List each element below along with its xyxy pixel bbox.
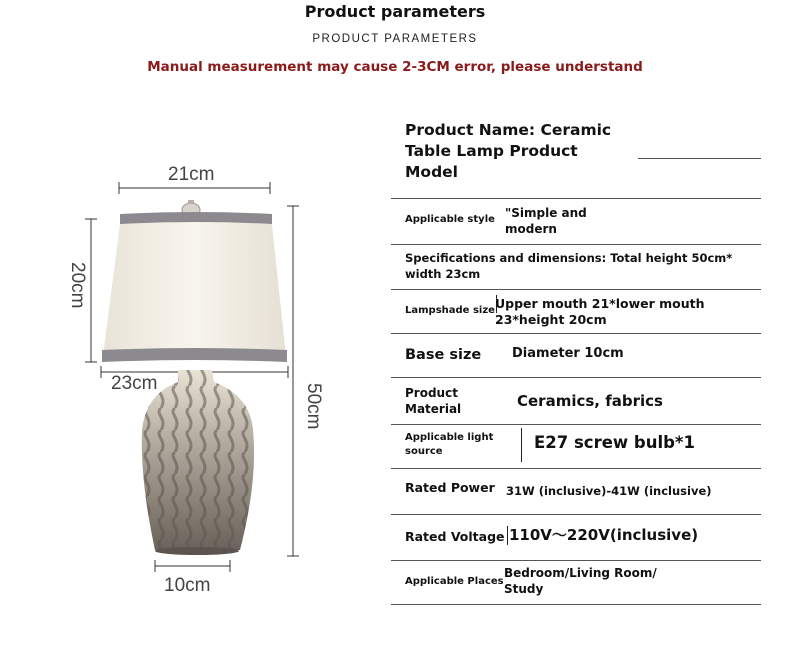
dim-label-base: 10cm	[164, 575, 211, 596]
spec-value-lampshade: Upper mouth 21*lower mouth 23*height 20cm	[495, 296, 705, 327]
spec-label-material: Product Material	[405, 386, 462, 416]
spec-label-places: Applicable Places	[405, 576, 504, 587]
page-subtitle: PRODUCT PARAMETERS	[312, 33, 478, 45]
spec-value-style: "Simple and modern	[505, 206, 587, 236]
spec-value-material: Ceramics, fabrics	[517, 392, 663, 410]
spec-row-places	[391, 561, 761, 605]
dim-label-total-height: 50cm	[303, 383, 324, 430]
spec-row-base	[391, 334, 761, 378]
spec-row-voltage	[391, 515, 761, 561]
spec-value-power: 31W (inclusive)-41W (inclusive)	[506, 484, 712, 498]
dim-line-base	[155, 560, 230, 572]
spec-label-dimensions: Specifications and dimensions: Total height 50cm* width 23cm	[405, 251, 733, 281]
dim-label-shade-bottom: 23cm	[111, 373, 158, 394]
spec-row-product-name	[391, 112, 761, 181]
spec-label-base: Base size	[405, 347, 482, 363]
lamp-vase	[142, 370, 254, 555]
spec-value-places: Bedroom/Living Room/ Study	[504, 566, 657, 596]
dim-label-shade-height: 20cm	[67, 262, 88, 309]
spec-row-power	[391, 469, 761, 515]
spec-label-light-source: Applicable light source	[405, 432, 494, 457]
spec-row-dimensions	[391, 245, 761, 290]
lamp-illustration	[0, 100, 380, 649]
spec-value-base: Diameter 10cm	[512, 346, 624, 361]
dim-label-shade-top: 21cm	[168, 164, 215, 185]
spec-label-style: Applicable style	[405, 214, 495, 225]
spec-row-lampshade	[391, 290, 761, 334]
spec-label-voltage: Rated Voltage	[405, 529, 505, 544]
lamp-shade	[102, 212, 287, 362]
dim-line-total-height	[287, 206, 299, 556]
spec-row-material	[391, 378, 761, 425]
spec-row-light-source	[391, 425, 761, 469]
spec-value-voltage: 110V～220V(inclusive)	[509, 526, 699, 544]
spec-row-style	[391, 199, 761, 245]
spec-label-lampshade: Lampshade size	[405, 305, 495, 316]
page-title: Product parameters	[304, 2, 486, 21]
spec-label-power: Rated Power	[405, 480, 495, 495]
error-warning: Manual measurement may cause 2-3CM error, please understand	[147, 59, 643, 75]
product-name-label: Product Name: Ceramic Table Lamp Product Model	[405, 121, 612, 181]
spec-value-light-source: E27 screw bulb*1	[534, 433, 696, 452]
